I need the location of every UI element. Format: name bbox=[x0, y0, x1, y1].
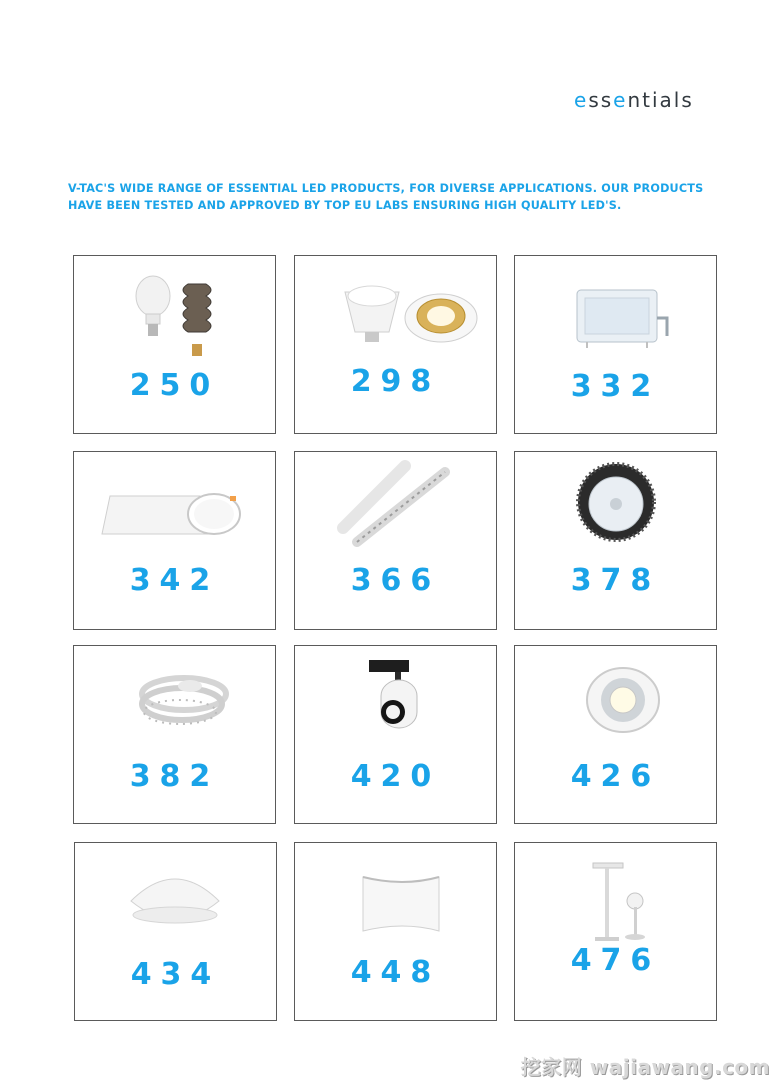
brand-letter-e: e bbox=[574, 88, 589, 112]
floodlight-icon bbox=[515, 256, 718, 435]
category-tile-track-lights[interactable] bbox=[294, 645, 497, 824]
page-number: 434 bbox=[130, 957, 221, 992]
page-number: 298 bbox=[350, 364, 441, 399]
category-tile-led-strips[interactable] bbox=[73, 645, 276, 824]
category-tile-highbays[interactable] bbox=[514, 451, 717, 630]
downlight-icon bbox=[515, 646, 718, 825]
spotlight-icon bbox=[295, 256, 498, 435]
category-tile-downlights[interactable] bbox=[514, 645, 717, 824]
intro-text: V-TAC'S WIDE RANGE OF ESSENTIAL LED PRODUCTS, FOR DIVERSE APPLICATIONS. OUR PRODUCTS HAVE BEEN TESTED AND APPROVED BY TOP EU LABS ENSURING HIGH QUALITY LED'S. bbox=[68, 182, 704, 212]
category-tile-bulbs[interactable] bbox=[73, 255, 276, 434]
category-tile-wall-lights[interactable] bbox=[294, 842, 497, 1021]
bulbs-icon bbox=[74, 256, 277, 435]
page-number: 332 bbox=[570, 369, 661, 404]
page-number: 378 bbox=[570, 563, 661, 598]
page-number: 250 bbox=[129, 368, 220, 403]
brand-letters-ntials: ntials bbox=[627, 88, 694, 112]
category-tile-floor-lamps[interactable] bbox=[514, 842, 717, 1021]
category-tile-ceiling-lights[interactable] bbox=[74, 842, 277, 1021]
floor-lamp-icon bbox=[515, 843, 718, 1022]
page-number: 448 bbox=[350, 955, 441, 990]
highbay-icon bbox=[515, 452, 718, 631]
page-number: 342 bbox=[129, 563, 220, 598]
category-tile-floodlights[interactable] bbox=[514, 255, 717, 434]
watermark: 挖家网 wajiawang.com bbox=[520, 1055, 770, 1079]
batten-tube-icon bbox=[295, 452, 498, 631]
ceiling-light-icon bbox=[75, 843, 278, 1022]
category-tile-spotlights[interactable] bbox=[294, 255, 497, 434]
brand-letters-ss: ss bbox=[588, 88, 614, 112]
page-number: 476 bbox=[570, 943, 661, 978]
brand-letter-e2: e bbox=[613, 88, 628, 112]
category-tile-battens[interactable] bbox=[294, 451, 497, 630]
wall-light-icon bbox=[295, 843, 498, 1022]
panel-light-icon bbox=[74, 452, 277, 631]
track-light-icon bbox=[295, 646, 498, 825]
category-tile-panels[interactable] bbox=[73, 451, 276, 630]
page-number: 420 bbox=[350, 759, 441, 794]
page-number: 382 bbox=[129, 759, 220, 794]
led-strip-icon bbox=[74, 646, 277, 825]
page-number: 426 bbox=[570, 759, 661, 794]
page-number: 366 bbox=[350, 563, 441, 598]
brand-logo bbox=[574, 88, 694, 112]
